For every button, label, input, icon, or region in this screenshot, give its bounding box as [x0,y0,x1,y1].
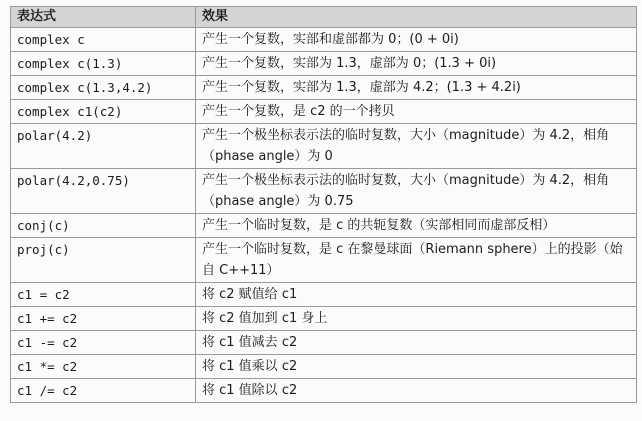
table-row [11,331,637,355]
expression-cell: conj(c) [11,214,196,238]
table-row [11,76,637,100]
expression-cell: polar(4.2) [11,124,196,169]
expression-cell: c1 *= c2 [11,355,196,379]
header-effect: 效果 [196,7,637,28]
effect-cell: 产生一个复数，是 c2 的一个拷贝 [196,100,637,124]
table-row [11,238,637,283]
table-row [11,28,637,52]
expression-cell: complex c [11,28,196,52]
effect-cell: 将 c1 值减去 c2 [196,331,637,355]
expression-cell: complex c1(c2) [11,100,196,124]
effect-cell: 将 c2 赋值给 c1 [196,283,637,307]
table-header-row [11,7,637,28]
table-row [11,214,637,238]
table-row [11,307,637,331]
expression-cell: complex c(1.3) [11,52,196,76]
effect-cell: 将 c1 值乘以 c2 [196,355,637,379]
expression-cell: c1 = c2 [11,283,196,307]
header-expression: 表达式 [11,7,196,28]
expression-cell: c1 /= c2 [11,379,196,403]
table-row [11,283,637,307]
expression-cell: c1 += c2 [11,307,196,331]
table-row [11,169,637,214]
table-row [11,52,637,76]
table-row [11,124,637,169]
effect-cell: 产生一个复数，实部和虚部都为 0；(0 + 0i) [196,28,637,52]
expression-cell: complex c(1.3,4.2) [11,76,196,100]
effect-cell: 产生一个复数，实部为 1.3，虚部为 4.2；(1.3 + 4.2i) [196,76,637,100]
effect-cell: 产生一个复数，实部为 1.3，虚部为 0；(1.3 + 0i) [196,52,637,76]
effect-cell: 产生一个极坐标表示法的临时复数，大小（magnitude）为 4.2，相角（phase angle）为 0 [196,124,637,169]
effect-cell: 产生一个极坐标表示法的临时复数，大小（magnitude）为 4.2，相角（phase angle）为 0.75 [196,169,637,214]
table-row [11,100,637,124]
effect-cell: 产生一个临时复数，是 c 在黎曼球面（Riemann sphere）上的投影（始自 C++11） [196,238,637,283]
effect-cell: 将 c2 值加到 c1 身上 [196,307,637,331]
complex-operations-table [10,6,637,403]
table-row [11,355,637,379]
expression-cell: proj(c) [11,238,196,283]
table-row [11,379,637,403]
effect-cell: 将 c1 值除以 c2 [196,379,637,403]
effect-cell: 产生一个临时复数，是 c 的共轭复数（实部相同而虚部反相） [196,214,637,238]
expression-cell: c1 -= c2 [11,331,196,355]
expression-cell: polar(4.2,0.75) [11,169,196,214]
